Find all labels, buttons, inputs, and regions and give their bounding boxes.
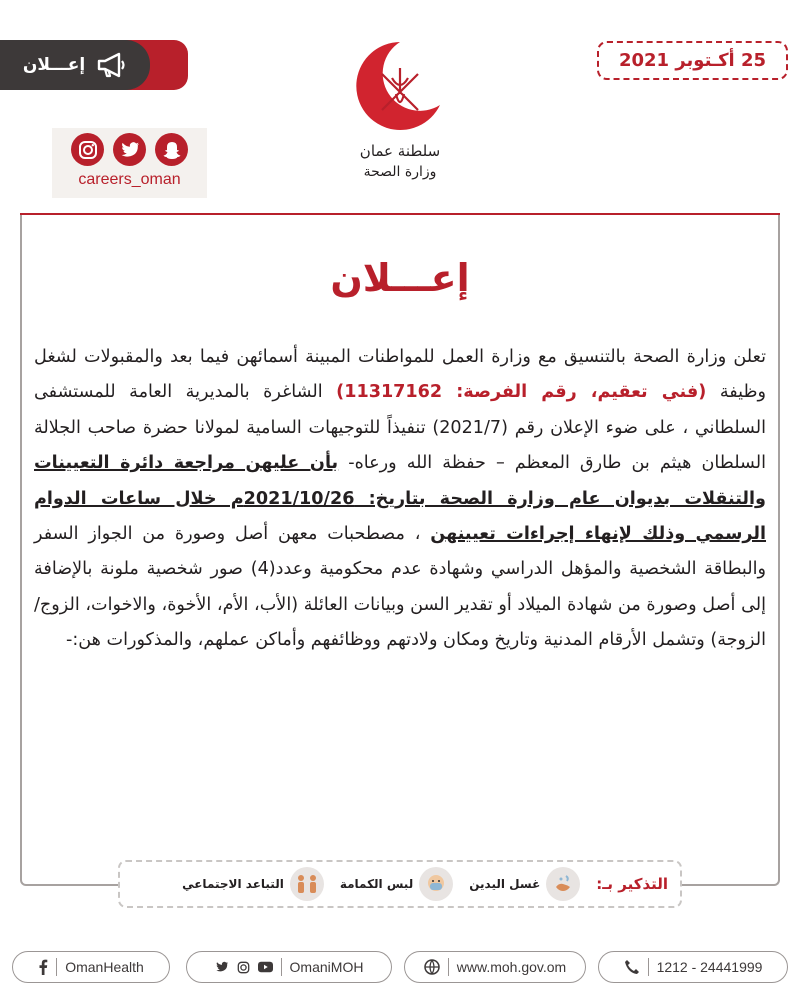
reminder-label: التذكير بـ: bbox=[596, 875, 668, 893]
reminder-handwashing-label: غسل اليدين bbox=[469, 877, 541, 891]
twitter-icon[interactable] bbox=[113, 133, 146, 166]
social-handle[interactable]: careers_oman bbox=[78, 171, 181, 188]
reminder-mask-label: لبس الكمامة bbox=[339, 877, 414, 891]
page-title: إعـــلان bbox=[330, 256, 470, 300]
body-part-3: الشاغرة بالمديرية العامة للمستشفى السلطاني ، على ضوء الإعلان رقم (2021/7) تنفيذاً للتوجيهات السامية لمولانا حضرة صاحب الجلالة السلطان هيثم بن طارق المعظم – حفظة الله ورعاه- bbox=[34, 382, 767, 474]
reminder-distancing-label: التباعد الاجتماعي bbox=[182, 877, 284, 891]
announcement-date: 25 أكـتوبر 2021 bbox=[618, 50, 767, 71]
reminder-distancing bbox=[182, 867, 324, 901]
youtube-icon bbox=[258, 961, 273, 973]
ministry-logo bbox=[338, 38, 462, 186]
globe-icon bbox=[424, 959, 440, 975]
footer-phone[interactable] bbox=[598, 951, 788, 983]
face-mask-icon bbox=[419, 867, 453, 901]
logo-text-ministry: وزارة الصحة bbox=[363, 164, 437, 180]
review-instructions: بأن عليهن مراجعة دائرة التعيينات والتنقلات بديوان عام وزارة الصحة بتاريخ: 2021/10/26م خلال ساعات الدوام الرسمي وذلك لإنهاء إجراءات تعيينهن bbox=[34, 453, 767, 545]
logo-text-oman: سلطنة عمان bbox=[359, 142, 441, 160]
footer-social-separator bbox=[281, 958, 282, 976]
frame-top-line bbox=[20, 213, 780, 215]
social-handle-health: OmanHealth bbox=[65, 959, 144, 975]
footer-website[interactable] bbox=[404, 951, 586, 983]
facebook-icon bbox=[38, 959, 48, 975]
reminder-mask bbox=[340, 867, 453, 901]
instagram-icon bbox=[237, 961, 250, 974]
footer-facebook-handle[interactable] bbox=[12, 951, 170, 983]
snapchat-icon[interactable] bbox=[155, 133, 188, 166]
instagram-icon[interactable] bbox=[71, 133, 104, 166]
announcement-tab-label: إعـــلان bbox=[22, 55, 86, 75]
reminder-strip bbox=[118, 860, 682, 908]
social-handle-main: OmaniMOH bbox=[289, 959, 364, 975]
footer-social-handle[interactable] bbox=[186, 951, 392, 983]
footer-phone-separator bbox=[648, 958, 649, 976]
footer-website-separator bbox=[448, 958, 449, 976]
body-part-5: ، مصطحبات معهن أصل وصورة من الجواز السفر والبطاقة الشخصية والمؤهل الدراسي وشهادة عدم محكومية وعدد(4) صور شخصية ملونة بالإضافة إلى أصل وصورة من شهادة الميلاد أو تقدير السن وبيانات العائلة (الأب، الأم، الأخوة، والاخوات، الزوج/ الزوجة) وتشمل الأرقام المدنية وتاريخ ومكان ولادتهم ووظائفهم وأماكن عملهم، والمذكورات هن:- bbox=[34, 524, 766, 651]
reminder-handwashing bbox=[469, 867, 580, 901]
website-url: www.moh.gov.om bbox=[456, 959, 567, 975]
social-distancing-icon bbox=[290, 867, 324, 901]
announcement-body bbox=[34, 340, 766, 659]
body-part-1: تعلن وزارة الصحة بالتنسيق مع وزارة العمل للمواطنات المبينة أسمائهن فيما بعد والمقبولات لشغل وظيفة bbox=[34, 347, 766, 403]
footer-facebook-separator bbox=[56, 958, 57, 976]
job-title-highlight: (فني تعقيم، رقم الفرصة: 11317162) bbox=[336, 382, 707, 403]
phone-icon bbox=[624, 959, 640, 975]
phone-number: 1212 - 24441999 bbox=[656, 959, 763, 975]
twitter-icon bbox=[215, 961, 229, 973]
megaphone-icon bbox=[95, 52, 127, 78]
social-media-block bbox=[52, 128, 207, 198]
handwashing-icon bbox=[546, 867, 580, 901]
date-box bbox=[597, 41, 788, 80]
announcement-tab bbox=[0, 40, 188, 90]
